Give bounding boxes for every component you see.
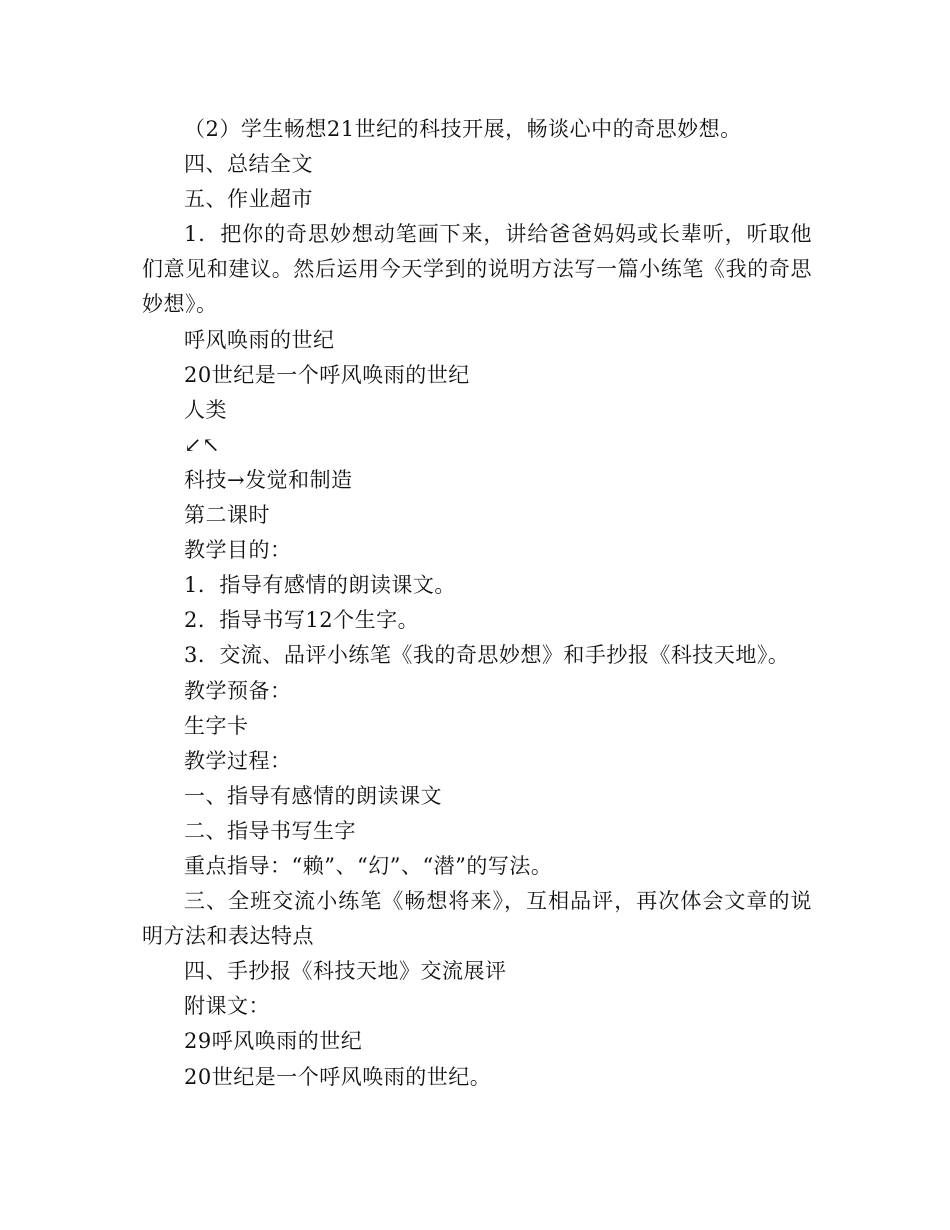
paragraph-7: 人类 bbox=[184, 397, 227, 422]
paragraph-14: 3．交流、品评小练笔《我的奇思妙想》和手抄报《科技天地》。 bbox=[184, 643, 790, 668]
paragraph-2: 四、总结全文 bbox=[184, 152, 313, 177]
paragraph-10: 第二课时 bbox=[184, 503, 270, 528]
paragraph-21: 三、全班交流小练笔《畅想将来》，互相品评，再次体会文章的说明方法和表达特点 bbox=[142, 889, 812, 949]
paragraph-4: 1．把你的奇思妙想动笔画下来，讲给爸爸妈妈或长辈听，听取他们意见和建议。然后运用今天学到的说明方法写一篇小练笔《我的奇思妙想》。 bbox=[142, 222, 812, 317]
paragraph-17: 教学过程： bbox=[184, 748, 292, 773]
paragraph-18: 一、指导有感情的朗读课文 bbox=[184, 783, 442, 808]
paragraph-16: 生字卡 bbox=[184, 713, 249, 738]
paragraph-24: 29呼风唤雨的世纪 bbox=[184, 1029, 363, 1054]
paragraph-6: 20世纪是一个呼风唤雨的世纪 bbox=[184, 362, 470, 387]
paragraph-19: 二、指导书写生字 bbox=[184, 818, 356, 843]
paragraph-13: 2．指导书写12个生字。 bbox=[184, 608, 420, 633]
paragraph-8: ↙↖ bbox=[184, 432, 221, 457]
paragraph-5: 呼风唤雨的世纪 bbox=[184, 327, 335, 352]
paragraph-20: 重点指导：“赖”、“幻”、“潜”的写法。 bbox=[184, 853, 553, 878]
paragraph-11: 教学目的： bbox=[184, 538, 292, 563]
paragraph-15: 教学预备： bbox=[184, 678, 292, 703]
paragraph-25: 20世纪是一个呼风唤雨的世纪。 bbox=[184, 1064, 492, 1089]
paragraph-3: 五、作业超市 bbox=[184, 187, 313, 212]
paragraph-22: 四、手抄报《科技天地》交流展评 bbox=[184, 959, 507, 984]
paragraph-12: 1．指导有感情的朗读课文。 bbox=[184, 573, 456, 598]
paragraph-9: 科技→发觉和制造 bbox=[184, 467, 353, 492]
document-body bbox=[142, 112, 812, 1095]
paragraph-23: 附课文： bbox=[184, 994, 270, 1019]
paragraph-1: （2）学生畅想21世纪的科技开展，畅谈心中的奇思妙想。 bbox=[184, 117, 742, 141]
